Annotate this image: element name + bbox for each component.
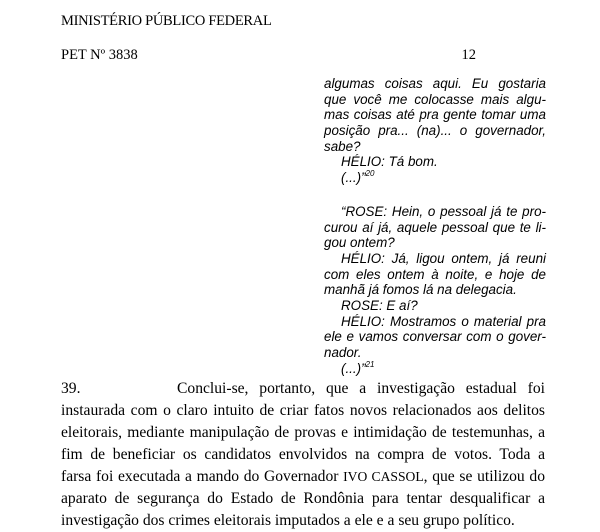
paragraph-number: 39. xyxy=(61,380,81,397)
quote-line: curou aí já, aquele pessoal que te li- xyxy=(324,219,546,235)
paragraph-line: aparato de segurança do Estado de Rondônia para tentar desqualificar a xyxy=(61,490,545,507)
person-name: IVO CASSOL xyxy=(343,469,424,484)
quote-line: que você me colocasse mais algu- xyxy=(324,91,546,107)
quote-line: sabe? xyxy=(324,138,361,154)
quote-line-speaker: HÉLIO: Mostramos o material pra xyxy=(341,313,546,329)
paragraph-line: farsa foi executada a mando do Governador IVO CASSOL, que se utilizou do xyxy=(61,468,545,485)
paragraph-line: instaurada com o claro intuito de criar fatos novos relacionados aos delitos xyxy=(61,402,545,419)
paragraph-line: investigação dos crimes eleitorais imputados a ele e a seu grupo político. xyxy=(61,512,515,529)
footnote-ref-21[interactable]: 21 xyxy=(365,359,375,369)
transcript-quote xyxy=(324,76,546,376)
quote-line: mas coisas até pra gente tomar uma xyxy=(324,107,546,123)
quote-line-speaker: ROSE: E aí? xyxy=(341,297,418,313)
quote-line: posição pra... (na)... o governador, xyxy=(324,123,546,139)
quote-line-speaker: HÉLIO: Tá bom. xyxy=(341,154,438,170)
case-reference: PET Nº 3838 xyxy=(61,47,138,63)
paragraph-line: fim de beneficiar os candidatos envolvidos na compra de votos. Toda a xyxy=(61,446,545,463)
quote-line: algumas coisas aqui. Eu gostaria xyxy=(324,76,546,91)
quote-line: manhã já fomos lá na delegacia. xyxy=(324,282,517,298)
organization-header: MINISTÉRIO PÚBLICO FEDERAL xyxy=(61,13,272,29)
paragraph-39 xyxy=(61,378,545,532)
paragraph-line: 39. Conclui-se, portanto, que a investigação estadual foi xyxy=(61,378,545,400)
quote-line-speaker: HÉLIO: Já, ligou ontem, já reuni xyxy=(341,250,546,266)
paragraph-line: eleitorais, mediante manipulação de provas e intimidação de testemunhas, a xyxy=(61,424,545,441)
quote-line: com eles ontem à noite, e hoje de xyxy=(324,266,546,282)
quote-line: ele e vamos conversar com o gover- xyxy=(324,329,546,345)
quote-line: gou ontem? xyxy=(324,235,395,251)
footnote-ref-20[interactable]: 20 xyxy=(365,169,375,179)
page-number: 12 xyxy=(461,47,476,63)
quote-ellipsis: (...)”$^{20}$ xyxy=(341,169,375,186)
quote-ellipsis: (...)”$^{21}$ xyxy=(341,359,375,376)
quote-line: nador. xyxy=(324,345,362,360)
quote-line-speaker: “ROSE: Hein, o pessoal já te pro- xyxy=(341,203,546,219)
